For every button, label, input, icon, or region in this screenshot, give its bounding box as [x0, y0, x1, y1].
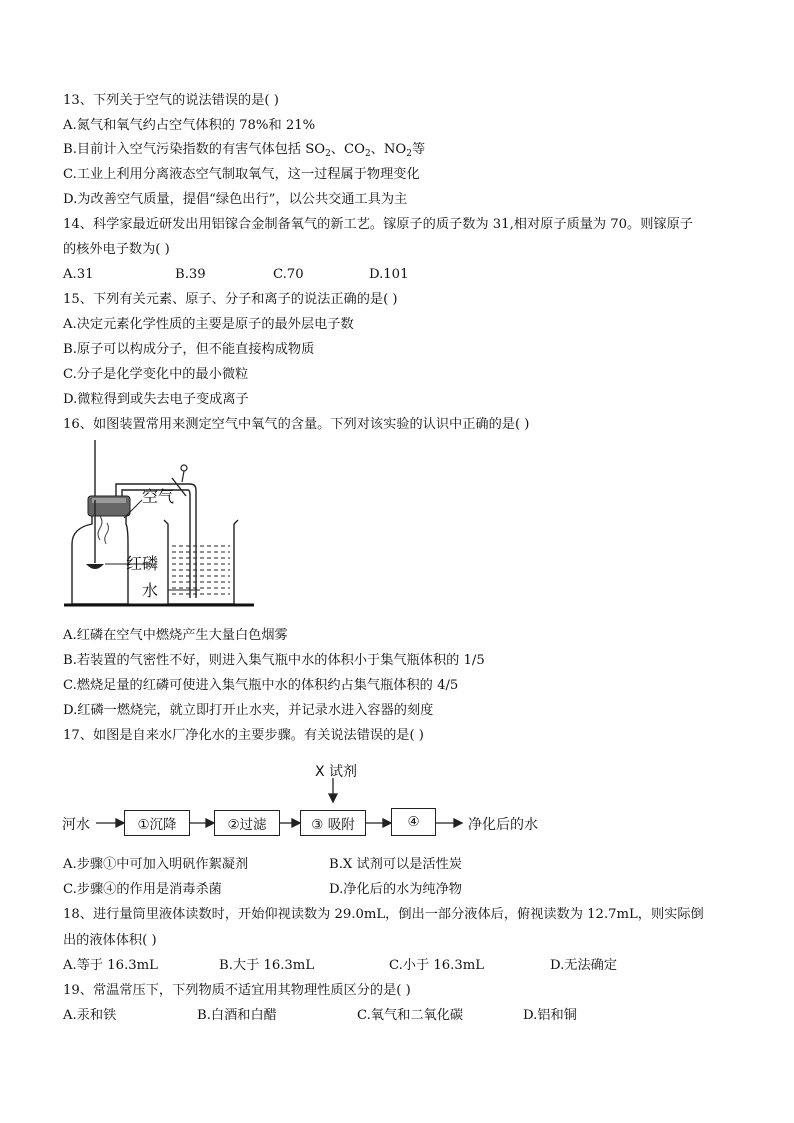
q15-option-b: B.原子可以构成分子，但不能直接构成物质 — [63, 342, 315, 357]
q16-option-d: D.红磷一燃烧完，就立即打开止水夹，并记录水进入容器的刻度 — [63, 703, 434, 718]
q18-option-d: D.无法确定 — [550, 958, 618, 973]
figure-label-air: 空气 — [142, 487, 175, 506]
q17-stem: 17、如图是自来水厂净化水的主要步骤。有关说法错误的是( ) — [63, 728, 424, 743]
figure-label-red-phosphorus: 红磷 — [126, 554, 159, 573]
q18-option-a: A.等于 16.3mL — [63, 958, 158, 973]
q19-option-d: D.铝和铜 — [523, 1008, 577, 1023]
q18-option-c: C.小于 16.3mL — [389, 958, 485, 973]
flow-step-filtration: ②过滤 — [214, 810, 280, 836]
q13-option-b: B.目前计入空气污染指数的有害气体包括 $SO_2$、$CO_2$、$NO_2$等 — [63, 142, 426, 159]
q19-option-c: C.氧气和二氧化碳 — [357, 1008, 464, 1023]
q13-option-a: A.氮气和氧气约占空气体积的 78%和 21% — [63, 118, 316, 133]
q19-stem: 19、常温常压下，下列物质不适宜用其物理性质区分的是( ) — [63, 983, 411, 998]
q16-option-b: B.若装置的气密性不好，则进入集气瓶中水的体积小于集气瓶体积的 1/5 — [63, 653, 485, 668]
q15-option-d: D.微粒得到或失去电子变成离子 — [63, 392, 249, 407]
q13-option-d: D.为改善空气质量，提倡“绿色出行”，以公共交通工具为主 — [63, 192, 408, 207]
q16-option-a: A.红磷在空气中燃烧产生大量白色烟雾 — [63, 628, 288, 643]
q14-option-d: D.101 — [369, 267, 409, 282]
q14-option-c: C.70 — [273, 267, 304, 282]
water-purification-flowchart — [60, 758, 560, 848]
figure-label-water: 水 — [142, 581, 159, 600]
q19-option-a: A.汞和铁 — [63, 1008, 117, 1023]
q16-option-c: C.燃烧足量的红磷可使进入集气瓶中水的体积约占集气瓶体积的 4/5 — [63, 678, 459, 693]
q17-option-a: A.步骤①中可加入明矾作絮凝剂 — [63, 857, 249, 872]
q17-option-b: B.X 试剂可以是活性炭 — [329, 857, 462, 872]
q18-stem-line1: 18、进行量筒里液体读数时，开始仰视读数为 29.0mL，倒出一部分液体后，俯视读数为 12.7mL，则实际倒 — [63, 907, 704, 922]
flow-purified-water-label: 净化后的水 — [468, 817, 538, 833]
q18-option-b: B.大于 16.3mL — [219, 958, 315, 973]
flow-step-sedimentation: ①沉降 — [124, 810, 190, 836]
oxygen-measurement-apparatus-figure — [64, 440, 264, 612]
flow-step-4: ④ — [391, 808, 436, 836]
flow-step-adsorption: ③ 吸附 — [300, 810, 366, 836]
q13-stem: 13、下列关于空气的说法错误的是( ) — [63, 93, 279, 108]
q14-stem-line1: 14、科学家最近研发出用铝镓合金制备氧气的新工艺。镓原子的质子数为 31,相对原子质量为 70。则镓原子 — [63, 217, 693, 232]
q14-option-a: A.31 — [63, 267, 94, 282]
q16-stem: 16、如图装置常用来测定空气中氧气的含量。下列对该实验的认识中正确的是( ) — [63, 417, 530, 432]
flow-river-water-label: 河水 — [62, 817, 90, 833]
q15-stem: 15、下列有关元素、原子、分子和离子的说法正确的是( ) — [63, 292, 398, 307]
q17-option-d: D.净化后的水为纯净物 — [329, 882, 462, 897]
q15-option-c: C.分子是化学变化中的最小微粒 — [63, 367, 249, 382]
flow-x-reagent-label: X 试剂 — [315, 764, 358, 780]
q18-stem-line2: 出的液体体积( ) — [63, 933, 157, 948]
q19-option-b: B.白酒和白醋 — [197, 1008, 277, 1023]
q15-option-a: A.决定元素化学性质的主要是原子的最外层电子数 — [63, 317, 354, 332]
q14-stem-line2: 的核外电子数为( ) — [63, 242, 170, 257]
q17-option-c: C.步骤④的作用是消毒杀菌 — [63, 882, 222, 897]
q14-option-b: B.39 — [175, 267, 206, 282]
q13-option-c: C.工业上利用分离液态空气制取氧气，这一过程属于物理变化 — [63, 167, 420, 182]
